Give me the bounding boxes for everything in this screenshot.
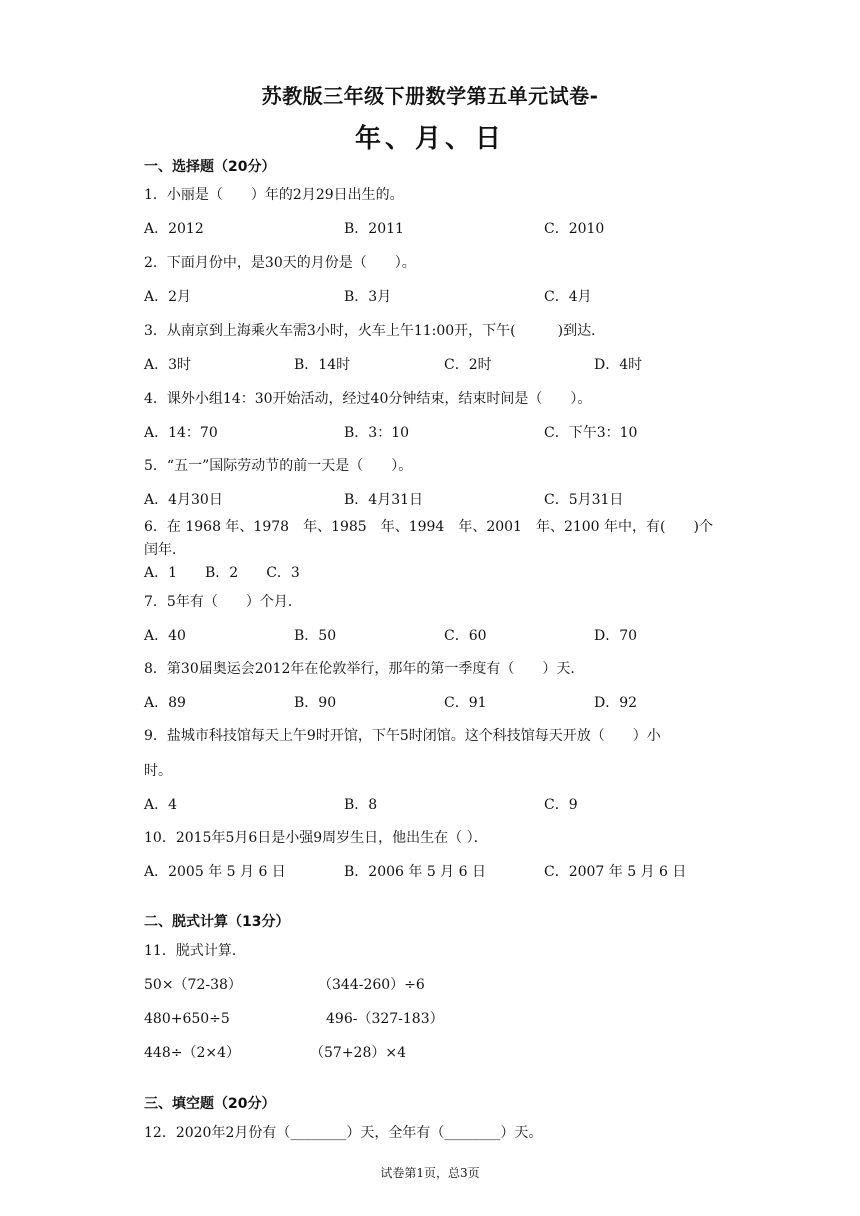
q3-option-d: D．4时 <box>594 357 643 373</box>
calc-row2-right: 496-（327-183） <box>326 1011 444 1027</box>
q2-option-c: C．4月 <box>544 289 592 305</box>
q4-option-b: B．3：10 <box>344 425 410 441</box>
q7-option-d: D．70 <box>594 628 638 644</box>
page-footer: 试卷第1页，总3页 <box>380 1166 480 1180</box>
q8-option-c: C．91 <box>444 695 487 711</box>
q7-stem: 7．5年有（ ）个月． <box>144 594 302 610</box>
calc-row3-right: （57+28）×4 <box>310 1045 406 1061</box>
q6-options: A．1 B．2 C．3 <box>144 565 300 581</box>
q1-stem: 1．小丽是（ ）年的2月29日出生的。 <box>144 187 404 203</box>
calc-row1-left: 50×（72-38） <box>144 977 242 993</box>
q8-option-b: B．90 <box>294 695 337 711</box>
q4-option-c: C．下午3：10 <box>544 425 638 441</box>
q3-option-b: B．14时 <box>294 357 351 373</box>
q5-stem: 5．“五一”国际劳动节的前一天是（ ）。 <box>144 458 413 474</box>
q2-option-b: B．3月 <box>344 289 392 305</box>
calc-row2-left: 480+650÷5 <box>144 1011 230 1027</box>
q7-option-a: A．40 <box>144 628 186 644</box>
calc-row3-left: 448÷（2×4） <box>144 1045 240 1061</box>
exam-title-line1: 苏教版三年级下册数学第五单元试卷- <box>261 84 599 108</box>
q4-option-a: A．14：70 <box>144 425 218 441</box>
q2-stem: 2．下面月份中，是30天的月份是（ ）。 <box>144 255 416 271</box>
q10-option-c: C．2007 年 5 月 6 日 <box>544 864 687 880</box>
exam-title-line2: 年、月、日 <box>354 124 505 154</box>
section1-heading: 一、选择题（20分） <box>144 159 276 175</box>
q7-option-c: C．60 <box>444 628 487 644</box>
q6-stem-line1: 6．在 1968 年、1978 年、1985 年、1994 年、2001 年、2100 年中，有( )个 <box>144 519 713 535</box>
q1-option-c: C．2010 <box>544 221 605 237</box>
q5-option-b: B．4月31日 <box>344 492 424 508</box>
q10-option-a: A．2005 年 5 月 6 日 <box>144 864 286 880</box>
q10-option-b: B．2006 年 5 月 6 日 <box>344 864 486 880</box>
q2-option-a: A．2月 <box>144 289 192 305</box>
q9-stem-line1: 9．盐城市科技馆每天上午9时开馆，下午5时闭馆。这个科技馆每天开放（ ）小 <box>144 728 661 744</box>
q3-stem: 3．从南京到上海乘火车需3小时，火车上午11:00开，下午( )到达． <box>144 323 606 339</box>
q3-option-c: C．2时 <box>444 357 492 373</box>
q8-option-a: A．89 <box>144 695 186 711</box>
q9-option-a: A．4 <box>144 797 178 813</box>
q8-stem: 8．第30届奥运会2012年在伦敦举行，那年的第一季度有（ ）天． <box>144 661 585 677</box>
q9-option-c: C．9 <box>544 797 578 813</box>
q7-option-b: B．50 <box>294 628 337 644</box>
q9-stem-line2: 时。 <box>144 763 172 779</box>
q12-stem: 12．2020年2月份有（________）天，全年有（________）天。 <box>144 1125 543 1141</box>
q9-option-b: B．8 <box>344 797 378 813</box>
section3-heading: 三、填空题（20分） <box>144 1096 276 1112</box>
q5-option-c: C．5月31日 <box>544 492 624 508</box>
q5-option-a: A．4月30日 <box>144 492 223 508</box>
q1-option-a: A．2012 <box>144 221 204 237</box>
section2-heading: 二、脱式计算（13分） <box>144 914 290 930</box>
q4-stem: 4．课外小组14：30开始活动，经过40分钟结束，结束时间是（ ）。 <box>144 391 592 407</box>
q3-option-a: A．3时 <box>144 357 192 373</box>
q11-stem: 11．脱式计算． <box>144 943 246 959</box>
q8-option-d: D．92 <box>594 695 638 711</box>
q10-stem: 10．2015年5月6日是小强9周岁生日，他出生在（ ）． <box>144 830 488 846</box>
calc-row1-right: （344-260）÷6 <box>318 977 425 993</box>
q1-option-b: B．2011 <box>344 221 404 237</box>
q6-stem-line2: 闰年． <box>144 542 186 558</box>
